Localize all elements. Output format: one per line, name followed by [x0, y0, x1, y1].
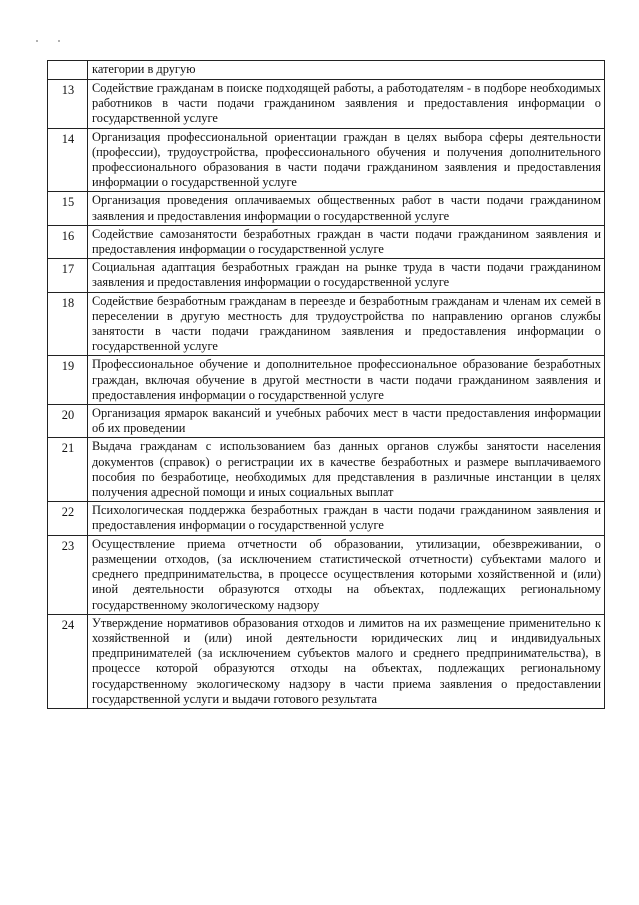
row-number: 19: [48, 356, 88, 405]
row-number: 22: [48, 502, 88, 535]
row-number: 24: [48, 614, 88, 708]
row-number: 21: [48, 438, 88, 502]
table-row: [48, 80, 605, 129]
service-description: Содействие гражданам в поиске подходящей работы, а работодателям - в подборе необходимых работников в части подачи гражданином заявления и предоставления информации о государственной услуге: [88, 80, 605, 129]
row-number: [48, 61, 88, 80]
service-description: Организация ярмарок вакансий и учебных рабочих мест в части предоставления информации об их проведении: [88, 405, 605, 438]
row-number: 18: [48, 292, 88, 356]
table-row: [48, 502, 605, 535]
service-description: Содействие безработным гражданам в переезде и безработным гражданам и членам их семей в переселении в другую местность для трудоустройства по направлению органов службы занятости в части подачи гражданином заявления и предоставления информации о государственной услуге: [88, 292, 605, 356]
scan-artifact: [36, 40, 76, 46]
table-row: [48, 61, 605, 80]
row-number: 20: [48, 405, 88, 438]
service-description: Содействие самозанятости безработных граждан в части подачи гражданином заявления и предоставления информации о государственной услуге: [88, 225, 605, 258]
services-table: [47, 60, 605, 709]
table-row: [48, 292, 605, 356]
service-description: Психологическая поддержка безработных граждан в части подачи гражданином заявления и предоставления информации о государственной услуге: [88, 502, 605, 535]
table-row: [48, 192, 605, 225]
service-description: категории в другую: [88, 61, 605, 80]
service-description: Организация профессиональной ориентации граждан в целях выбора сферы деятельности (профессии), трудоустройства, профессионального обучения и получения дополнительного профессионального образования в части подачи гражданином заявления и предоставления информации о государственной услуге: [88, 128, 605, 192]
table-row: [48, 128, 605, 192]
row-number: 23: [48, 535, 88, 614]
row-number: 13: [48, 80, 88, 129]
service-description: Профессиональное обучение и дополнительное профессиональное образование безработных граждан, включая обучение в другой местности в части подачи гражданином заявления и предоставления информации о государственной услуге: [88, 356, 605, 405]
table-row: [48, 438, 605, 502]
service-description: Утверждение нормативов образования отходов и лимитов на их размещение применительно к хозяйственной и (или) иной деятельности юридических лиц и индивидуальных предпринимателей (за исключением субъектов малого и среднего предпринимательства), в процессе которой образуются отходы на объектах, подлежащих региональному государственному экологическому надзору в части приема заявления о предоставлении государственной услуги и выдачи готового результата: [88, 614, 605, 708]
table-row: [48, 225, 605, 258]
row-number: 14: [48, 128, 88, 192]
service-description: Осуществление приема отчетности об образовании, утилизации, обезвреживании, о размещении отходов, (за исключением статистической отчетности) субъектами малого и среднего предпринимательства, в процессе осуществления которыми хозяйственной и (или) иной деятельности образуются отходы на объектах, подлежащих региональному государственному экологическому надзору: [88, 535, 605, 614]
table-row: [48, 614, 605, 708]
service-description: Организация проведения оплачиваемых общественных работ в части подачи гражданином заявления и предоставления информации о государственной услуге: [88, 192, 605, 225]
table-row: [48, 356, 605, 405]
service-description: Выдача гражданам с использованием баз данных органов службы занятости населения документов (справок) о регистрации их в качестве безработных и размере выплачиваемого пособия по безработице, необходимых для представления в различные инстанции в целях получения адресной помощи и иных социальных выплат: [88, 438, 605, 502]
row-number: 15: [48, 192, 88, 225]
table-row: [48, 535, 605, 614]
table-row: [48, 259, 605, 292]
service-description: Социальная адаптация безработных граждан на рынке труда в части подачи гражданином заявления и предоставления информации о государственной услуге: [88, 259, 605, 292]
row-number: 17: [48, 259, 88, 292]
row-number: 16: [48, 225, 88, 258]
table-row: [48, 405, 605, 438]
